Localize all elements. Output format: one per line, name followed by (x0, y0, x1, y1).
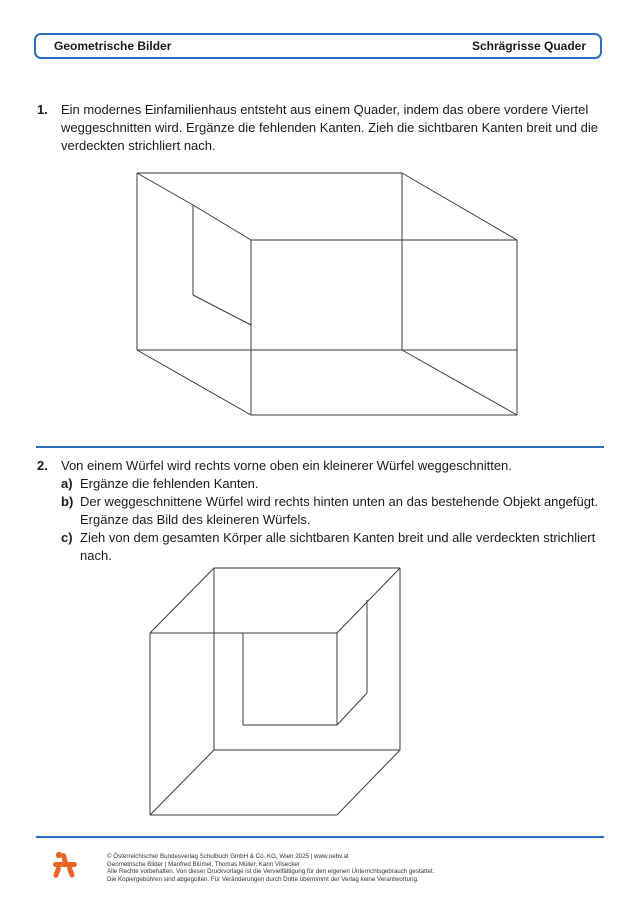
footer-line-1: © Österreichischer Bundesverlag Schulbuch GmbH & Co. KG, Wien 2025 | www.oebv.at (107, 853, 349, 860)
task-1-text: Ein modernes Einfamilienhaus entsteht aus einem Quader, indem das obere vordere Viertel weggeschnitten wird. Ergänze die fehlenden Kanten. Zieh die sichtbaren Kanten breit und die verdeckten strichliert nach. (61, 102, 598, 153)
task-1-number: 1. (37, 102, 48, 117)
footer-text (107, 853, 434, 883)
footer-line-2: Geometrische Bilder | Manfred Blümel, Thomas Müller, Karin Vilsecker (107, 860, 300, 868)
subtask-c-text: Zieh von dem gesamten Körper alle sichtbaren Kanten breit und alle verdeckten strichliert nach. (80, 530, 596, 563)
cube-edge (150, 750, 214, 815)
subtask-a-letter: a) (61, 476, 73, 491)
footer-line-4: Die Kopiergebühren sind abgegolten. Für Veränderungen durch Dritte übernimmt der Verlag keine Verantwortung. (107, 875, 419, 883)
subtask-c-letter: c) (61, 530, 73, 545)
subtask-b-letter: b) (61, 494, 74, 509)
footer-line-3: Alle Rechte vorbehalten. Von dieser Druckvorlage ist die Vervielfältigung für den eigenen Unterrichtsgebrauch gestattet. (107, 868, 435, 876)
subtask-a-text: Ergänze die fehlenden Kanten. (80, 476, 259, 491)
cube-edge (150, 568, 214, 633)
publisher-logo-icon (52, 851, 78, 879)
task-2-text: Von einem Würfel wird rechts vorne oben ein kleinerer Würfel weggeschnitten. (61, 458, 512, 473)
subtask-b-text: Der weggeschnittene Würfel wird rechts hinten unten an das bestehende Objekt angefügt. Ergänze das Bild des kleineren Würfels. (80, 494, 599, 527)
header-left-title: Geometrische Bilder (54, 39, 172, 53)
cube-edge (337, 750, 400, 815)
header-right-title: Schrägrisse Quader (471, 39, 586, 53)
cube-edge (337, 693, 367, 725)
footer-divider (36, 836, 604, 838)
task-2-number: 2. (37, 458, 48, 473)
cube-edge (337, 568, 400, 633)
